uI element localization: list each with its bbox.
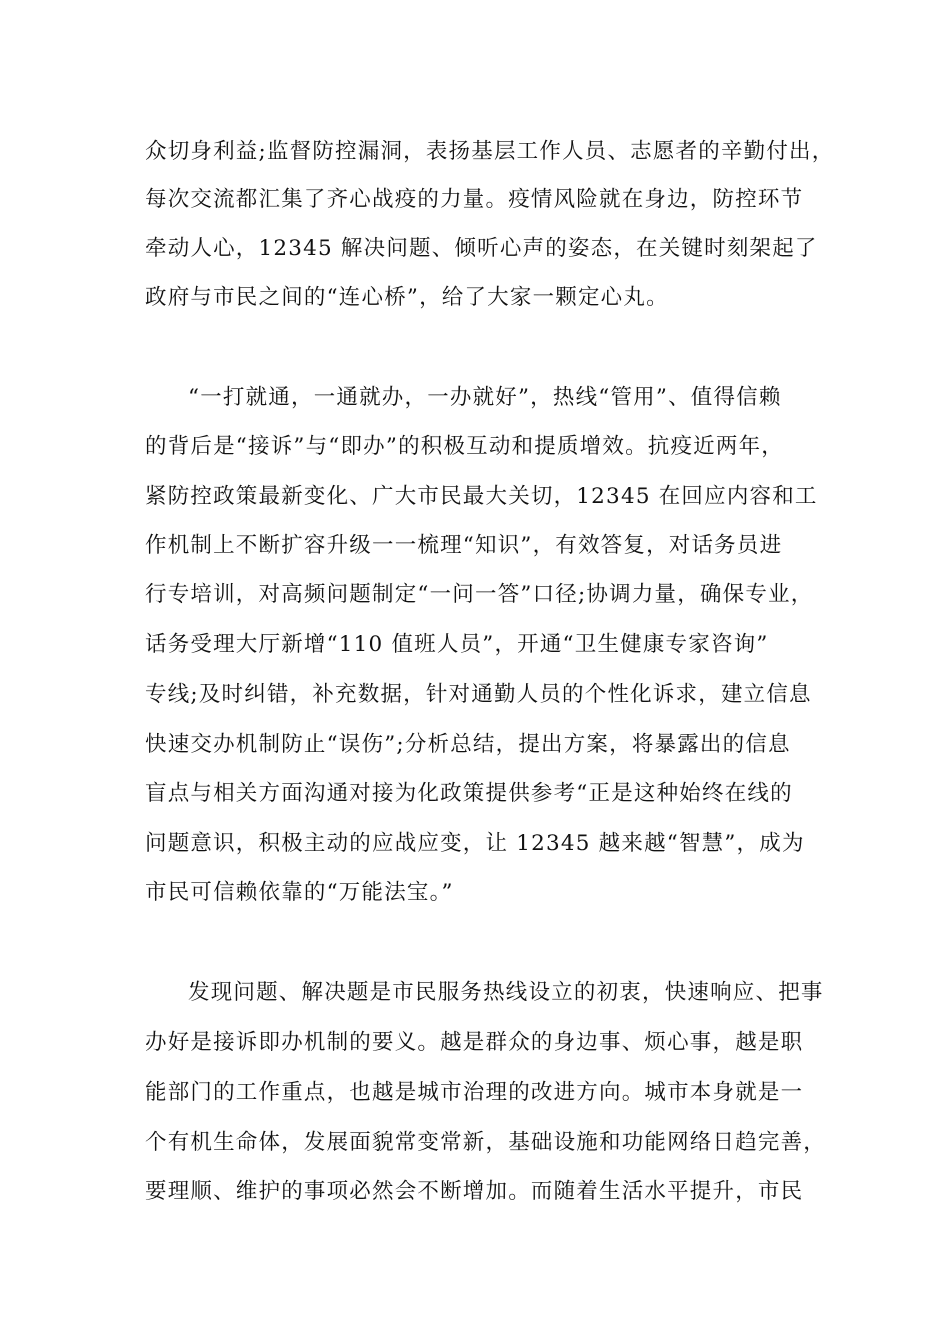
paragraph-2-line-8: 快速交办机制防止“误伤”;分析总结，提出方案，将暴露出的信息 (145, 732, 791, 757)
paragraph-2-line-7: 专线;及时纠错，补充数据，针对通勤人员的个性化诉求，建立信息 (145, 682, 812, 707)
paragraph-1-line-4: 政府与市民之间的“连心桥”，给了大家一颗定心丸。 (145, 285, 669, 310)
paragraph-3-line-2: 办好是接诉即办机制的要义。越是群众的身边事、烦心事，越是职 (145, 1030, 804, 1055)
paragraph-2-line-2: 的背后是“接诉”与“即办”的积极互动和提质增效。抗疫近两年， (145, 434, 784, 459)
paragraph-1-line-3: 牵动人心，12345 解决问题、倾听心声的姿态，在关键时刻架起了 (145, 236, 818, 261)
paragraph-2-line-11: 市民可信赖依靠的“万能法宝。” (145, 880, 454, 905)
paragraph-2-line-9: 盲点与相关方面沟通对接为化政策提供参考“正是这种始终在线的 (145, 781, 793, 806)
paragraph-1-line-1: 众切身利益;监督防控漏洞，表扬基层工作人员、志愿者的辛勤付出， (145, 139, 835, 164)
paragraph-2-line-3: 紧防控政策最新变化、广大市民最大关切，12345 在回应内容和工 (145, 484, 818, 509)
paragraph-3-line-3: 能部门的工作重点，也越是城市治理的改进方向。城市本身就是一 (145, 1080, 804, 1105)
paragraph-2-line-4: 作机制上不断扩容升级一一梳理“知识”，有效答复，对话务员进 (145, 533, 783, 558)
paragraph-3-line-5: 要理顺、维护的事项必然会不断增加。而随着生活水平提升，市民 (145, 1179, 804, 1204)
paragraph-2-line-1: “一打就通，一通就办，一办就好”，热线“管用”、值得信赖 (188, 385, 782, 410)
paragraph-1-line-2: 每次交流都汇集了齐心战疫的力量。疫情风险就在身边，防控环节 (145, 187, 804, 212)
paragraph-2-line-5: 行专培训，对高频问题制定“一问一答”口径;协调力量，确保专业， (145, 582, 814, 607)
paragraph-3-line-4: 个有机生命体，发展面貌常变常新，基础设施和功能网络日趋完善， (145, 1130, 827, 1155)
paragraph-2-line-6: 话务受理大厅新增“110 值班人员”，开通“卫生健康专家咨询” (145, 632, 769, 657)
paragraph-3-line-1: 发现问题、解决题是市民服务热线设立的初衷，快速响应、把事 (188, 980, 824, 1005)
paragraph-2-line-10: 问题意识，积极主动的应战应变，让 12345 越来越“智慧”，成为 (145, 831, 805, 856)
